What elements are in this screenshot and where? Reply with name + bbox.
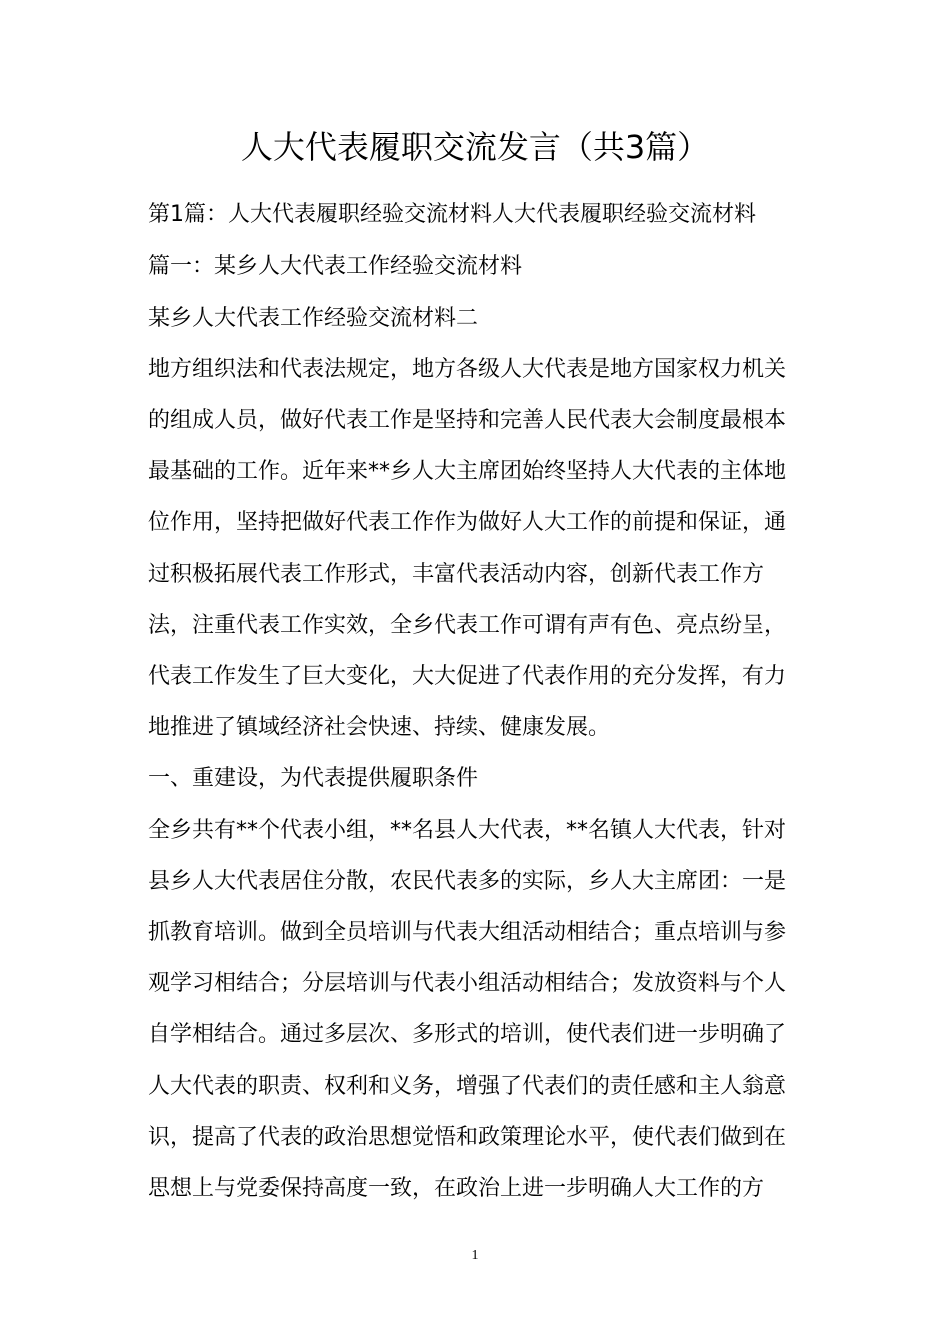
text-line: 抓教育培训。做到全员培训与代表大组活动相结合；重点培训与参 — [148, 920, 787, 945]
text-line: 思想上与党委保持高度一致，在政治上进一步明确人大工作的方 — [148, 1176, 765, 1201]
text-line: 的组成人员，做好代表工作是坚持和完善人民代表大会制度最根本 — [148, 408, 787, 433]
text-line: 地推进了镇域经济社会快速、持续、健康发展。 — [148, 715, 611, 740]
page-number: 1 — [471, 1248, 479, 1263]
text-line: 法，注重代表工作实效，全乡代表工作可谓有声有色、亮点纷呈， — [148, 613, 787, 638]
text-line: 人大代表的职责、权利和义务，增强了代表们的责任感和主人翁意 — [148, 1074, 787, 1099]
text-line: 最基础的工作。近年来**乡人大主席团始终坚持人大代表的主体地 — [148, 459, 787, 484]
text-line: 篇一：某乡人大代表工作经验交流材料 — [148, 254, 523, 279]
text-line: 自学相结合。通过多层次、多形式的培训，使代表们进一步明确了 — [148, 1022, 787, 1047]
document-title: 人大代表履职交流发言（共3篇） — [240, 128, 710, 166]
text-line: 观学习相结合；分层培训与代表小组活动相结合；发放资料与个人 — [148, 971, 787, 996]
text-line: 全乡共有**个代表小组，**名县人大代表，**名镇人大代表，针对 — [148, 818, 787, 843]
text-line: 地方组织法和代表法规定，地方各级人大代表是地方国家权力机关 — [148, 357, 787, 382]
text-line: 识，提高了代表的政治思想觉悟和政策理论水平，使代表们做到在 — [148, 1125, 787, 1150]
text-line: 位作用，坚持把做好代表工作作为做好人大工作的前提和保证，通 — [148, 510, 787, 535]
text-line: 过积极拓展代表工作形式，丰富代表活动内容，创新代表工作方 — [148, 562, 765, 587]
text-line: 县乡人大代表居住分散，农民代表多的实际，乡人大主席团：一是 — [148, 869, 787, 894]
text-line: 某乡人大代表工作经验交流材料二 — [148, 306, 479, 331]
text-line: 第1篇：人大代表履职经验交流材料人大代表履职经验交流材料 — [148, 202, 756, 227]
section-heading: 一、重建设，为代表提供履职条件 — [148, 766, 479, 791]
text-line: 代表工作发生了巨大变化，大大促进了代表作用的充分发挥，有力 — [148, 664, 787, 689]
